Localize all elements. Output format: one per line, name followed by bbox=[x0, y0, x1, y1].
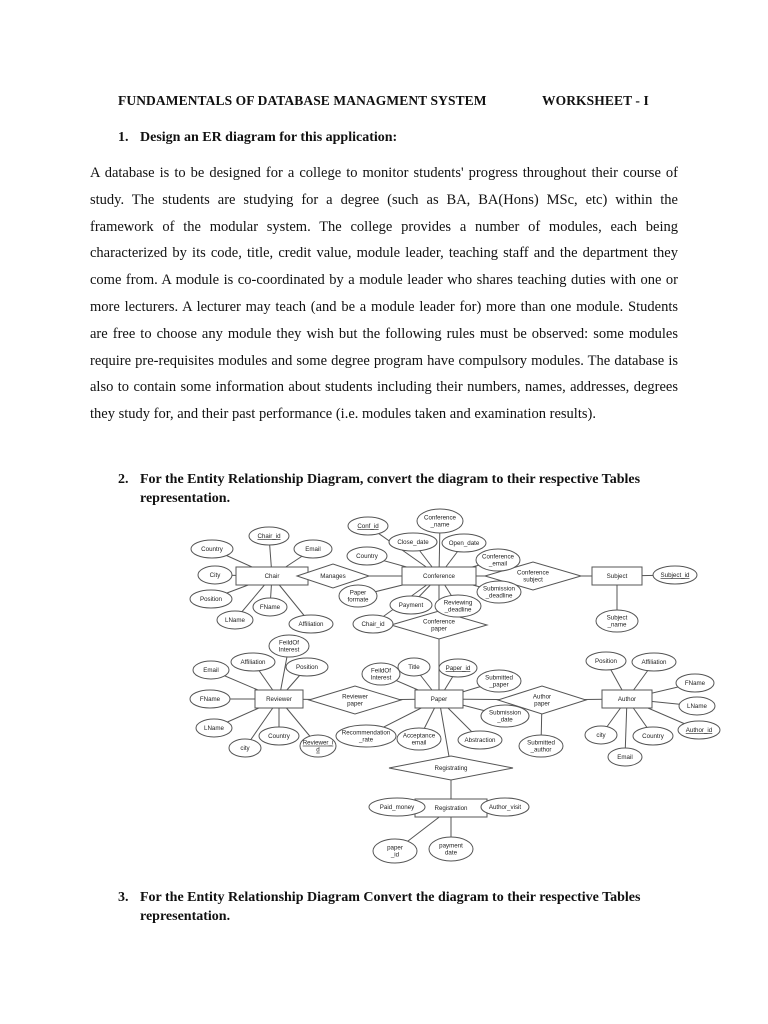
question-3-number: 3. bbox=[118, 890, 129, 905]
attribute-conf-id-label: Conf_id bbox=[357, 523, 379, 531]
relationship-conference_paper-label: paper bbox=[431, 625, 447, 633]
question-2-text: For the Entity Relationship Diagram, convert the diagram to their respective Tables representation. bbox=[140, 472, 641, 506]
attribute-conference-email-label: Conference bbox=[482, 553, 514, 561]
attribute-payment-label: Payment bbox=[398, 602, 424, 610]
attribute-chair-fname-label: FName bbox=[259, 604, 281, 612]
attribute-acceptance-email-label: Acceptance bbox=[402, 732, 436, 740]
attribute-conf-chair-id-label: Chair_id bbox=[361, 621, 385, 629]
attribute-chair-lname-label: LName bbox=[225, 617, 245, 625]
attribute-author-affiliation-label: Affiliation bbox=[641, 659, 667, 667]
attribute-author-id-label: Author_id bbox=[685, 727, 713, 735]
question-3-text: For the Entity Relationship Diagram Convert the diagram to their respective Tables representation. bbox=[140, 890, 641, 924]
attribute-chair-id-label: Chair_id bbox=[257, 533, 281, 541]
attribute-subject-id-label: Subject_id bbox=[660, 572, 690, 580]
attribute-submission-deadline-label: Submission bbox=[483, 585, 515, 593]
attribute-reviewer-position-label: Position bbox=[295, 664, 319, 672]
attribute-reviewer-fname-label: FName bbox=[199, 696, 221, 704]
attribute-chair-city-label: City bbox=[209, 572, 221, 580]
attribute-title-label: Title bbox=[408, 664, 420, 672]
attribute-payment-date-label: date bbox=[444, 849, 458, 857]
attribute-submission-deadline-label: _deadline bbox=[485, 592, 513, 600]
attribute-chair-country-label: Country bbox=[201, 546, 223, 554]
document-header-course: FUNDAMENTALS OF DATABASE MANAGMENT SYSTEM bbox=[118, 93, 487, 108]
attribute-paper-formate-label: formate bbox=[347, 596, 369, 604]
attribute-reviewer-city-label: city bbox=[240, 745, 250, 753]
attribute-submission-date-label: Submission bbox=[489, 709, 521, 717]
relationship-conference_paper-label: Conference bbox=[423, 618, 455, 626]
attribute-reg-paper-id-label: paper bbox=[387, 844, 403, 852]
attribute-paid-money-label: Paid_money bbox=[379, 804, 415, 812]
attribute-reviewer-fieldof-interest-label: Interest bbox=[278, 646, 300, 654]
entity-subject-label: Subject bbox=[606, 573, 628, 581]
attribute-reviewer-email-label: Email bbox=[203, 667, 219, 675]
entity-author-label: Author bbox=[617, 696, 637, 704]
attribute-reviewer-country-label: Country bbox=[268, 733, 290, 741]
attribute-close-date-label: Close_date bbox=[397, 539, 429, 547]
attribute-subject-name-label: Subject bbox=[606, 614, 628, 622]
attribute-author-city-label: city bbox=[596, 732, 606, 740]
entity-registration-label: Registration bbox=[434, 805, 468, 813]
attribute-author-visit-label: Author_visit bbox=[488, 804, 522, 812]
attribute-recommendation-rate-label: _rate bbox=[358, 736, 374, 744]
relationship-author_paper-label: Author bbox=[532, 693, 552, 701]
attribute-reviewer-id-label: d bbox=[316, 746, 320, 754]
relationship-registrating-label: Registrating bbox=[434, 765, 468, 773]
er-diagram bbox=[185, 508, 725, 870]
question-1-number: 1. bbox=[118, 130, 129, 145]
attribute-paper-formate-label: Paper bbox=[349, 589, 367, 597]
attribute-conference-name-label: Conference bbox=[424, 514, 456, 522]
attribute-reviewing-deadline-label: Reviewing bbox=[443, 599, 473, 607]
question-2-number: 2. bbox=[118, 472, 129, 487]
problem-description-paragraph: A database is to be designed for a college to monitor students' progress throughout their course of study. The students are studying for a degree (such as BA, BA(Hons) MSc, etc) within the framework of the modular system. The college provides a number of modules, each being characterized by its code, title, credit value, module leader, teaching staff and the department they come from. A module is co-coordinated by a module leader who shares teaching duties with one or more lecturers. A lecturer may teach (and be a module leader for) more than one module. Students are free to choose any module they wish but the following rules must be observed: some modules require pre-requisites modules and some degree program have compulsory modules. The database is also to contain some information about students including their numbers, names, addresses, degrees they study for, and their past performance (i.e. modules taken and examination results). bbox=[90, 165, 678, 423]
attribute-abstraction-label: Abstraction bbox=[464, 737, 496, 745]
attribute-recommendation-rate-label: Recommendation bbox=[341, 729, 391, 737]
attribute-chair-affiliation-label: Affiliation bbox=[298, 621, 324, 629]
attribute-open-date-label: Open_date bbox=[448, 540, 480, 548]
entity-chair-label: Chair bbox=[264, 573, 280, 581]
attribute-paper-fieldof-interest-label: Interest bbox=[370, 674, 392, 682]
entity-reviewer-label: Reviewer bbox=[266, 696, 292, 704]
attribute-conference-name-label: _name bbox=[430, 521, 450, 529]
relationship-author_paper-label: paper bbox=[534, 700, 550, 708]
attribute-payment-date-label: payment bbox=[439, 842, 463, 850]
relationship-conference_subject-label: subject bbox=[523, 576, 543, 584]
attribute-paper-id-label: Paper_id bbox=[445, 665, 471, 673]
attribute-paper-fieldof-interest-label: FeildOf bbox=[371, 667, 391, 675]
attribute-author-lname-label: LName bbox=[687, 703, 707, 711]
attribute-conf-country-label: Country bbox=[356, 553, 378, 561]
attribute-reviewer-fieldof-interest-label: FeildOf bbox=[279, 639, 299, 647]
attribute-acceptance-email-label: email bbox=[411, 739, 427, 747]
attribute-author-position-label: Position bbox=[594, 658, 618, 666]
attribute-conference-email-label: _email bbox=[488, 560, 508, 568]
attribute-author-email-label: Email bbox=[617, 754, 633, 762]
relationship-conference_subject-label: Conference bbox=[517, 569, 549, 577]
entity-paper-label: Paper bbox=[430, 696, 448, 704]
question-1-text: Design an ER diagram for this application: bbox=[140, 130, 398, 145]
attribute-author-fname-label: FName bbox=[684, 680, 706, 688]
attribute-reviewer-affiliation-label: Affiliation bbox=[240, 659, 266, 667]
relationship-reviewer_paper-label: Reviewer bbox=[342, 693, 368, 701]
attribute-submitted-paper-label: _paper bbox=[489, 681, 509, 689]
attribute-reviewer-lname-label: LName bbox=[204, 725, 224, 733]
attribute-submitted-author-label: Submitted bbox=[527, 739, 555, 747]
attribute-submission-date-label: _date bbox=[497, 716, 513, 724]
entity-conference-label: Conference bbox=[423, 573, 455, 581]
attribute-reviewing-deadline-label: _deadline bbox=[444, 606, 472, 614]
attribute-submitted-paper-label: Submitted bbox=[485, 674, 513, 682]
document-header-worksheet: WORKSHEET - I bbox=[542, 93, 649, 108]
relationship-reviewer_paper-label: paper bbox=[347, 700, 363, 708]
attribute-reviewer-id-label: Reviewer_i bbox=[302, 739, 334, 747]
attribute-chair-email-label: Email bbox=[305, 546, 321, 554]
attribute-subject-name-label: _name bbox=[607, 621, 627, 629]
attribute-submitted-author-label: _author bbox=[530, 746, 552, 754]
attribute-chair-position-label: Position bbox=[199, 596, 223, 604]
relationship-manages-label: Manages bbox=[320, 573, 346, 581]
attribute-reg-paper-id-label: _id bbox=[390, 851, 400, 859]
attribute-author-country-label: Country bbox=[642, 733, 664, 741]
